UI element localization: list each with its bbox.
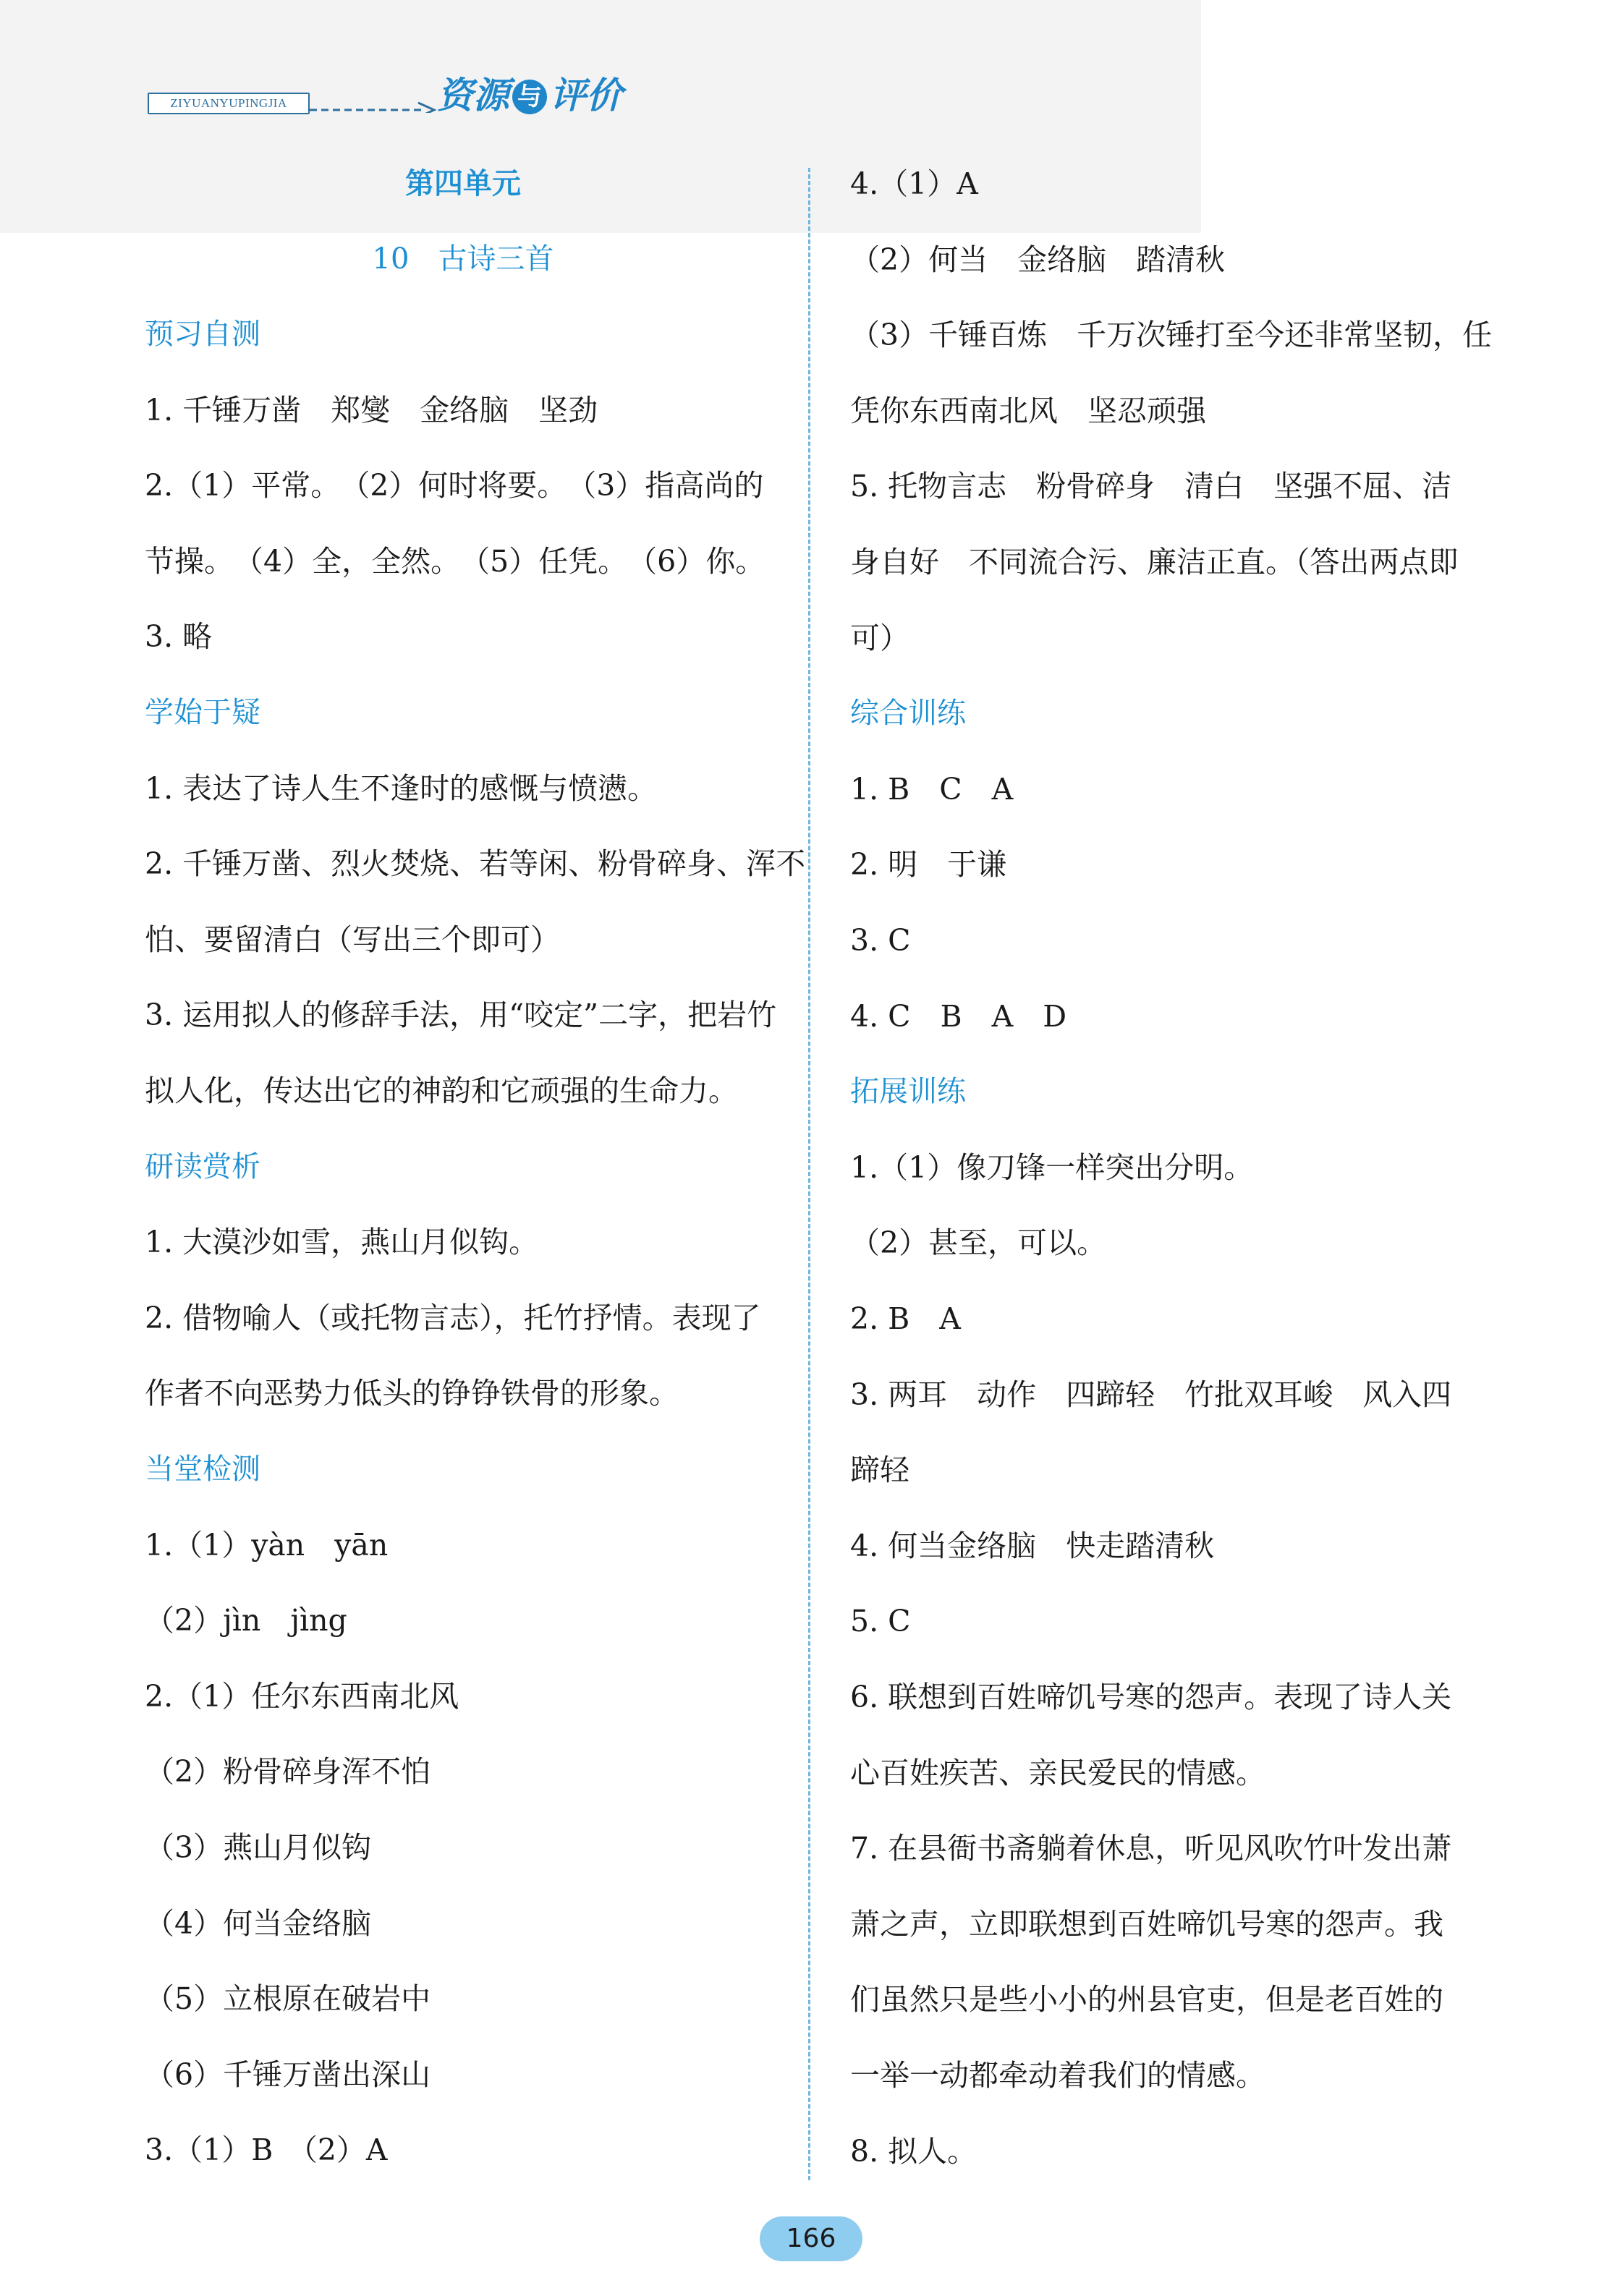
answer-line: 1. 大漠沙如雪，燕山月似钩。 [145, 1225, 539, 1260]
brand-title [437, 67, 622, 124]
answer-line: 4. 何当金络脑 快走踏清秋 [850, 1528, 1215, 1563]
answer-line: （2）甚至，可以。 [850, 1225, 1107, 1261]
answer-line: 节操。 （4）全，全然。 （5）任凭。 （6）你。 [145, 543, 765, 579]
answer-line: 拟人化，传达出它的神韵和它顽强的生命力。 [145, 1073, 738, 1108]
answer-line: 们虽然只是些小小的州县官吏，但是老百姓的 [850, 1982, 1443, 2017]
answer-line: 3. 两耳 动作 四蹄轻 竹批双耳峻 风入四 [850, 1377, 1452, 1412]
answer-line: （3）千锤百炼 千万次锤打至今还非常坚韧，任 [850, 318, 1493, 353]
section-heading: 当堂检测 [145, 1453, 260, 1486]
answer-line: （3）燕山月似钩 [145, 1830, 372, 1865]
section-heading: 研读赏析 [145, 1149, 260, 1183]
answer-line: 2.（1）平常。 （2）何时将要。 （3）指高尚的 [145, 468, 764, 503]
section-heading: 学始于疑 [145, 696, 260, 729]
answer-line: 心百姓疾苦、亲民爱民的情感。 [850, 1755, 1265, 1790]
answer-line: （2）jìn jìng [145, 1603, 347, 1638]
answer-line: 1.（1）yàn yān [145, 1527, 389, 1562]
answer-line: 2. 借物喻人（或托物言志），托竹抒情。表现了 [145, 1300, 761, 1335]
answer-line: 8. 拟人。 [850, 2133, 977, 2169]
answer-line: 1.（1）像刀锋一样突出分明。 [850, 1149, 1254, 1185]
brand-arrow-icon [310, 81, 440, 113]
answer-line: 凭你东西南北风 坚忍顽强 [850, 393, 1206, 428]
section-heading: 综合训练 [850, 697, 966, 731]
answer-line: 1. 千锤万凿 郑燮 金络脑 坚劲 [145, 392, 598, 428]
answer-line: 2. 明 于谦 [850, 847, 1007, 883]
answer-line: 3. 运用拟人的修辞手法，用“咬定”二字，把岩竹 [145, 998, 777, 1033]
answer-line: 6. 联想到百姓啼饥号寒的怨声。表现了诗人关 [850, 1680, 1452, 1714]
page-number: 166 [760, 2216, 862, 2261]
brand-title-badge: 与 [512, 80, 547, 114]
answer-line: 7. 在县衙书斋躺着休息，听见风吹竹叶发出萧 [850, 1831, 1452, 1866]
answer-line: （2）粉骨碎身浑不怕 [145, 1754, 431, 1790]
brand-title-part-a: 资源 [437, 75, 509, 116]
answer-line: （2）何当 金络脑 踏清秋 [850, 242, 1226, 277]
answer-line: 可） [850, 620, 909, 655]
answer-line: 5. C [850, 1604, 911, 1639]
brand-logo [142, 67, 622, 124]
answer-line: （4）何当金络脑 [145, 1905, 372, 1941]
answer-line: 萧之声，立即联想到百姓啼饥号寒的怨声。我 [850, 1906, 1443, 1942]
answer-line: 3.（1）B （2）A [145, 2133, 388, 2168]
section-heading: 预习自测 [145, 318, 260, 351]
section-heading: 拓展训练 [850, 1075, 966, 1109]
lesson-title: 10 古诗三首 [372, 242, 554, 276]
answer-line: 一举一动都牵动着我们的情感。 [850, 2058, 1265, 2093]
answer-line: 3. C [850, 923, 911, 958]
answer-line: 蹄轻 [850, 1453, 909, 1488]
answer-line: 2. 千锤万凿、烈火焚烧、若等闲、粉骨碎身、浑不 [145, 846, 806, 882]
answer-line: 2. B A [850, 1301, 961, 1336]
answer-line: （5）立根原在破岩中 [145, 1981, 431, 2017]
answer-line: 4. C B A D [850, 998, 1067, 1034]
answer-line: 怕、要留清白（写出三个即可） [145, 922, 560, 957]
answer-line: 1. B C A [850, 771, 1014, 807]
answer-line: 身自好 不同流合污、廉洁正直。（答出两点即 [850, 545, 1459, 579]
answer-line: 5. 托物言志 粉骨碎身 清白 坚强不屈、洁 [850, 469, 1452, 504]
column-divider [808, 168, 810, 2180]
brand-latin-text: ZIYUANYUPINGJIA [148, 93, 310, 114]
answer-line: 作者不向恶势力低头的铮铮铁骨的形象。 [145, 1376, 679, 1411]
answer-line: 4.（1）A [850, 166, 978, 201]
brand-title-part-b: 评价 [550, 75, 622, 116]
unit-title: 第四单元 [405, 167, 521, 200]
answer-line: 2.（1）任尔东西南北风 [145, 1678, 459, 1714]
answer-line: （6）千锤万凿出深山 [145, 2057, 431, 2092]
answer-line: 3. 略 [145, 619, 213, 655]
answer-line: 1. 表达了诗人生不逢时的感慨与愤懑。 [145, 770, 658, 806]
